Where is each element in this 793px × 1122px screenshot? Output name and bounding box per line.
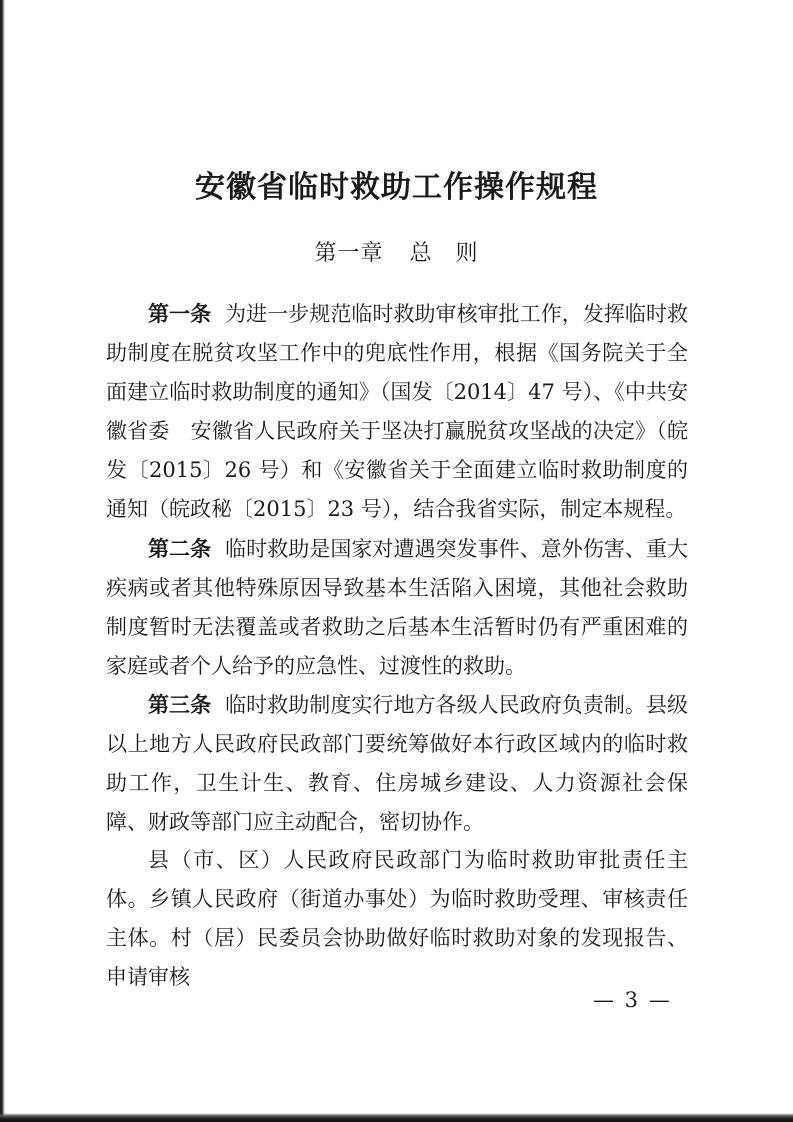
scan-edge-bottom (0, 1113, 793, 1122)
article-1 (106, 294, 688, 529)
article-3-text: 临时救助制度实行地方各级人民政府负责制。县级以上地方人民政府民政部门要统筹做好本行政区域内的临时救助工作，卫生计生、教育、住房城乡建设、人力资源社会保障、财政等部门应主动配合，密切协作。 (106, 693, 688, 834)
page-number: — 3 — (593, 988, 672, 1012)
chapter-heading (0, 236, 793, 267)
article-3-paragraph-2: 县（市、区）人民政府民政部门为临时救助审批责任主体。乡镇人民政府（街道办事处）为临时救助受理、审核责任主体。村（居）民委员会协助做好临时救助对象的发现报告、申请审核 (106, 848, 688, 989)
article-1-text: 为进一步规范临时救助审核审批工作，发挥临时救助制度在脱贫攻坚工作中的兜底性作用，根据《国务院关于全面建立临时救助制度的通知》（国发〔2014〕47 号）、《中共安徽省委 安徽省人民政府关于坚决打赢脱贫攻坚战的决定》（皖发〔2015〕26 号）和《安徽省关于全面建立临时救助制度的通知（皖政秘〔2015〕23 号），结合我省实际，制定本规程。 (106, 302, 688, 521)
article-2 (106, 529, 688, 686)
article-2-lead: 第二条 (148, 536, 212, 561)
article-3-lead: 第三条 (148, 692, 212, 717)
document-title: 安徽省临时救助工作操作规程 (195, 170, 598, 205)
chapter-label: 第一章 (314, 241, 384, 266)
article-3 (106, 685, 688, 842)
chapter-name: 总 则 (409, 241, 479, 266)
article-1-lead: 第一条 (148, 301, 212, 326)
article-2-text: 临时救助是国家对遭遇突发事件、意外伤害、重大疾病或者其他特殊原因导致基本生活陷入困境，其他社会救助制度暂时无法覆盖或者救助之后基本生活暂时仍有严重困难的家庭或者个人给予的应急性、过渡性的救助。 (106, 537, 688, 678)
